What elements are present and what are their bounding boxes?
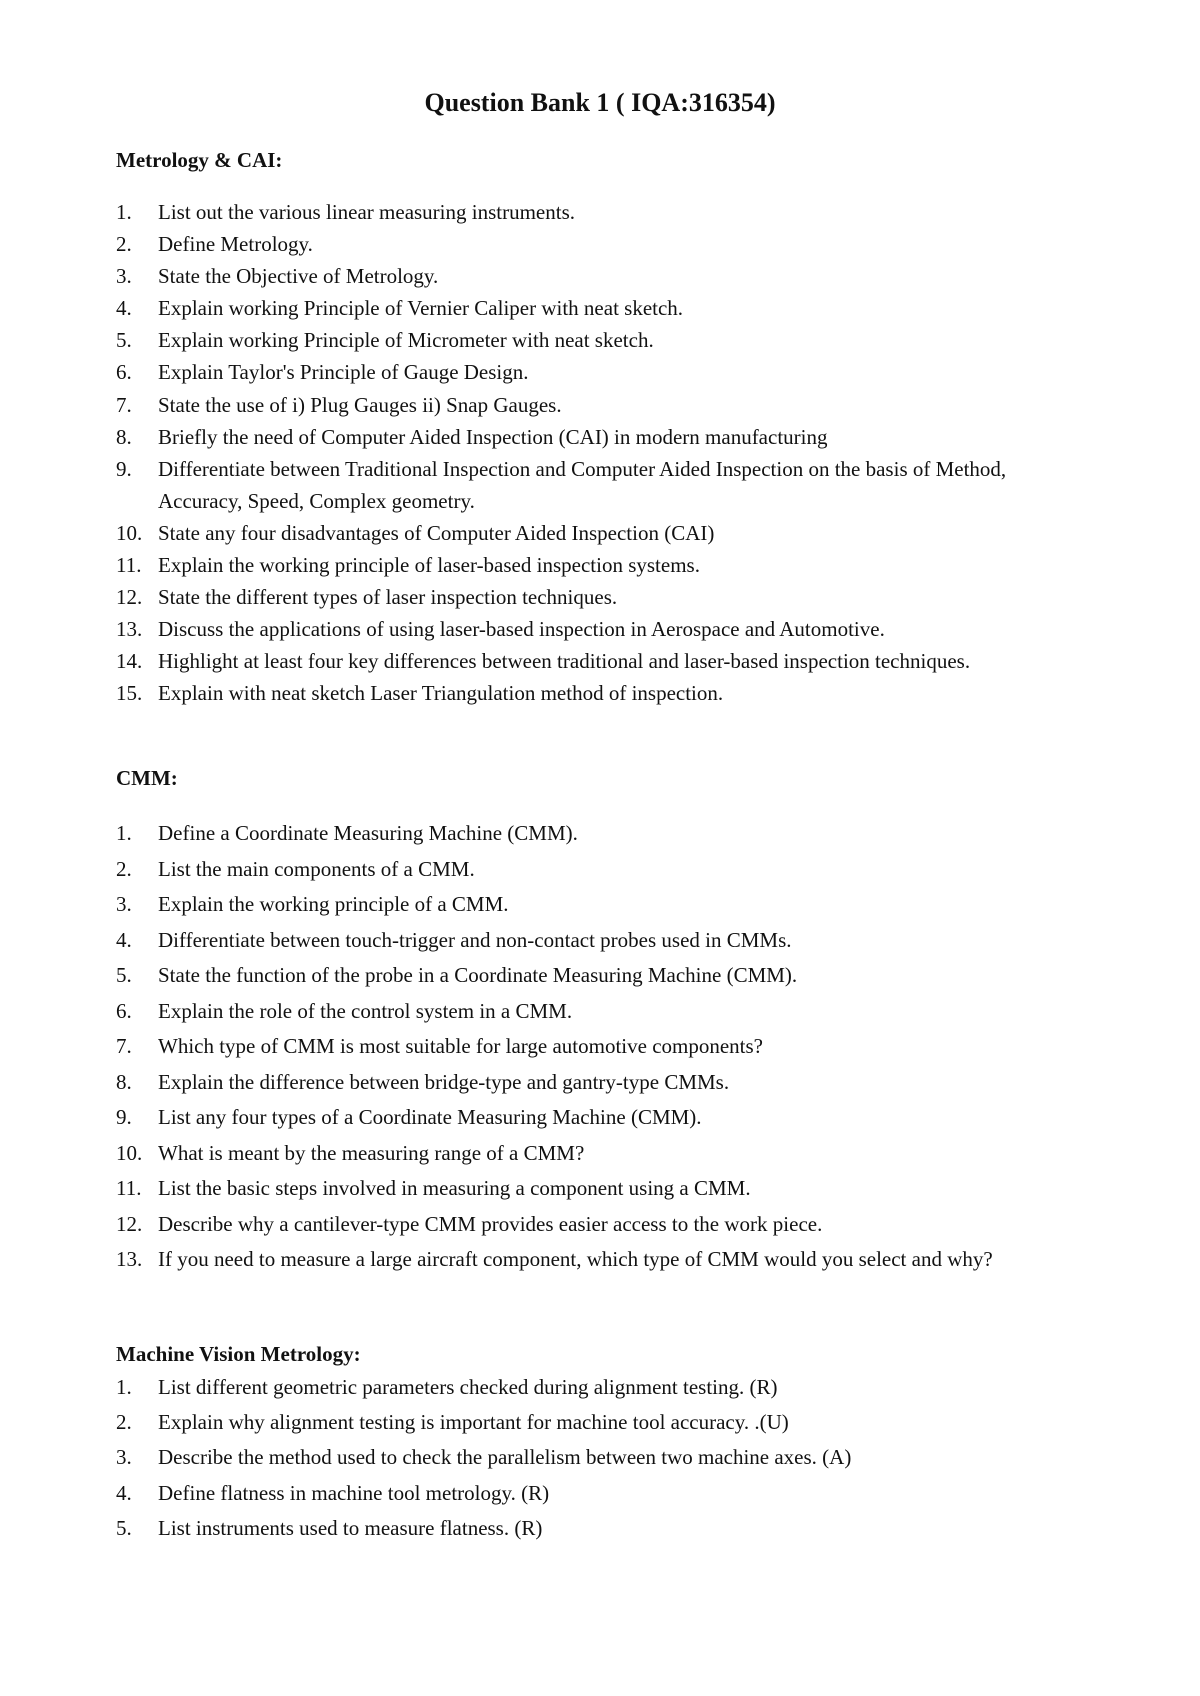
section-heading-cmm: CMM: [116,766,178,790]
question-text: Describe why a cantilever-type CMM provides easier access to the work piece. [158,1211,823,1236]
question-list-machine-vision [116,1370,1086,1546]
question-number: 7. [116,392,132,417]
question-number: 6. [116,360,132,385]
question-text: List the basic steps involved in measuring a component using a CMM. [158,1176,751,1200]
question-text: Explain why alignment testing is important for machine tool accuracy. .(U) [158,1410,789,1435]
question-list-metrology [116,196,1086,710]
question-text: List the main components of a CMM. [158,856,475,881]
question-text: List different geometric parameters checked during alignment testing. (R) [158,1375,778,1399]
question-text: List any four types of a Coordinate Measuring Machine (CMM). [158,1105,702,1129]
question-text: Explain with neat sketch Laser Triangulation method of inspection. [158,681,724,706]
question-number: 4. [116,1480,132,1505]
question-text: Define Metrology. [158,232,313,257]
question-number: 8. [116,1069,132,1094]
list-item [116,994,1086,1030]
question-number: 13. [116,617,143,642]
question-text: Explain working Principle of Micrometer with neat sketch. [158,328,654,353]
question-text: State the different types of laser inspection techniques. [158,585,618,610]
question-text: State the function of the probe in a Coordinate Measuring Machine (CMM). [158,963,798,987]
question-number: 4. [116,296,132,321]
question-number: 1. [116,200,132,224]
question-number: 10. [116,1140,143,1165]
question-number: 9. [116,456,132,481]
list-item [116,1511,1086,1546]
list-item [116,389,1086,421]
question-number: 15. [116,681,143,706]
question-text: Discuss the applications of using laser-based inspection in Aerospace and Automotive. [158,617,885,642]
list-item [116,816,1086,852]
question-number: 7. [116,1034,132,1058]
list-item [116,196,1086,228]
question-number: 5. [116,1515,132,1540]
question-number: 5. [116,328,132,353]
question-text: Differentiate between Traditional Inspection and Computer Aided Inspection on the basis of Method, Accuracy, Speed, Complex geometry. [158,456,1007,513]
list-item [116,1370,1086,1405]
question-text: If you need to measure a large aircraft component, which type of CMM would you select and why? [158,1247,993,1271]
list-item [116,1136,1086,1172]
list-item [116,1405,1086,1440]
question-text: Explain the working principle of laser-based inspection systems. [158,553,700,578]
question-number: 2. [116,856,132,881]
question-number: 12. [116,1211,143,1236]
question-number: 3. [116,264,132,289]
list-item [116,1171,1086,1207]
question-number: 3. [116,892,132,916]
question-number: 2. [116,232,132,257]
question-number: 12. [116,585,143,610]
list-item [116,958,1086,994]
question-text: Describe the method used to check the parallelism between two machine axes. (A) [158,1445,852,1470]
list-item [116,324,1086,356]
question-text: List instruments used to measure flatness. (R) [158,1515,543,1540]
list-item [116,260,1086,292]
question-number: 9. [116,1105,132,1129]
question-text: Define flatness in machine tool metrology. (R) [158,1480,550,1505]
question-text: Briefly the need of Computer Aided Inspection (CAI) in modern manufacturing [158,424,828,449]
list-item [116,356,1086,388]
question-text: Highlight at least four key differences between traditional and laser-based inspection techniques. [158,649,971,674]
list-item [116,1242,1086,1278]
section-heading-metrology: Metrology & CAI: [116,148,283,172]
list-item [116,645,1086,677]
list-item [116,549,1086,581]
list-item [116,1207,1086,1243]
section-heading-machine-vision: Machine Vision Metrology: [116,1342,361,1366]
list-item [116,923,1086,959]
question-text: Explain the working principle of a CMM. [158,892,509,916]
list-item [116,1476,1086,1511]
question-number: 2. [116,1410,132,1435]
question-number: 6. [116,998,132,1023]
question-text: Explain working Principle of Vernier Caliper with neat sketch. [158,296,684,321]
list-item [116,1440,1086,1475]
question-text: Explain the difference between bridge-type and gantry-type CMMs. [158,1069,730,1094]
question-number: 1. [116,1375,132,1399]
question-text: Explain the role of the control system in a CMM. [158,998,573,1023]
list-item [116,887,1086,923]
question-text: Differentiate between touch-trigger and non-contact probes used in CMMs. [158,927,792,952]
question-number: 11. [116,553,142,578]
list-item [116,453,1086,517]
list-item [116,517,1086,549]
question-number: 3. [116,1445,132,1470]
list-item [116,1029,1086,1065]
question-number: 4. [116,927,132,952]
list-item [116,613,1086,645]
list-item [116,1100,1086,1136]
question-list-cmm [116,816,1086,1278]
question-text: Which type of CMM is most suitable for large automotive components? [158,1034,764,1058]
question-text: State the Objective of Metrology. [158,264,439,289]
list-item [116,421,1086,453]
page-title: Question Bank 1 ( IQA:316354) [424,88,776,117]
question-number: 8. [116,424,132,449]
question-text: State any four disadvantages of Computer Aided Inspection (CAI) [158,520,715,545]
question-number: 14. [116,649,143,674]
list-item [116,581,1086,613]
question-number: 13. [116,1247,143,1271]
question-number: 1. [116,821,132,845]
question-text: Define a Coordinate Measuring Machine (CMM). [158,821,578,845]
list-item [116,852,1086,888]
question-number: 10. [116,520,143,545]
question-text: What is meant by the measuring range of a CMM? [158,1140,585,1165]
list-item [116,677,1086,709]
question-number: 5. [116,963,132,987]
question-number: 11. [116,1176,142,1200]
list-item [116,292,1086,324]
question-text: State the use of i) Plug Gauges ii) Snap Gauges. [158,392,562,417]
question-text: List out the various linear measuring instruments. [158,200,576,224]
question-text: Explain Taylor's Principle of Gauge Design. [158,360,529,385]
list-item [116,228,1086,260]
list-item [116,1065,1086,1101]
